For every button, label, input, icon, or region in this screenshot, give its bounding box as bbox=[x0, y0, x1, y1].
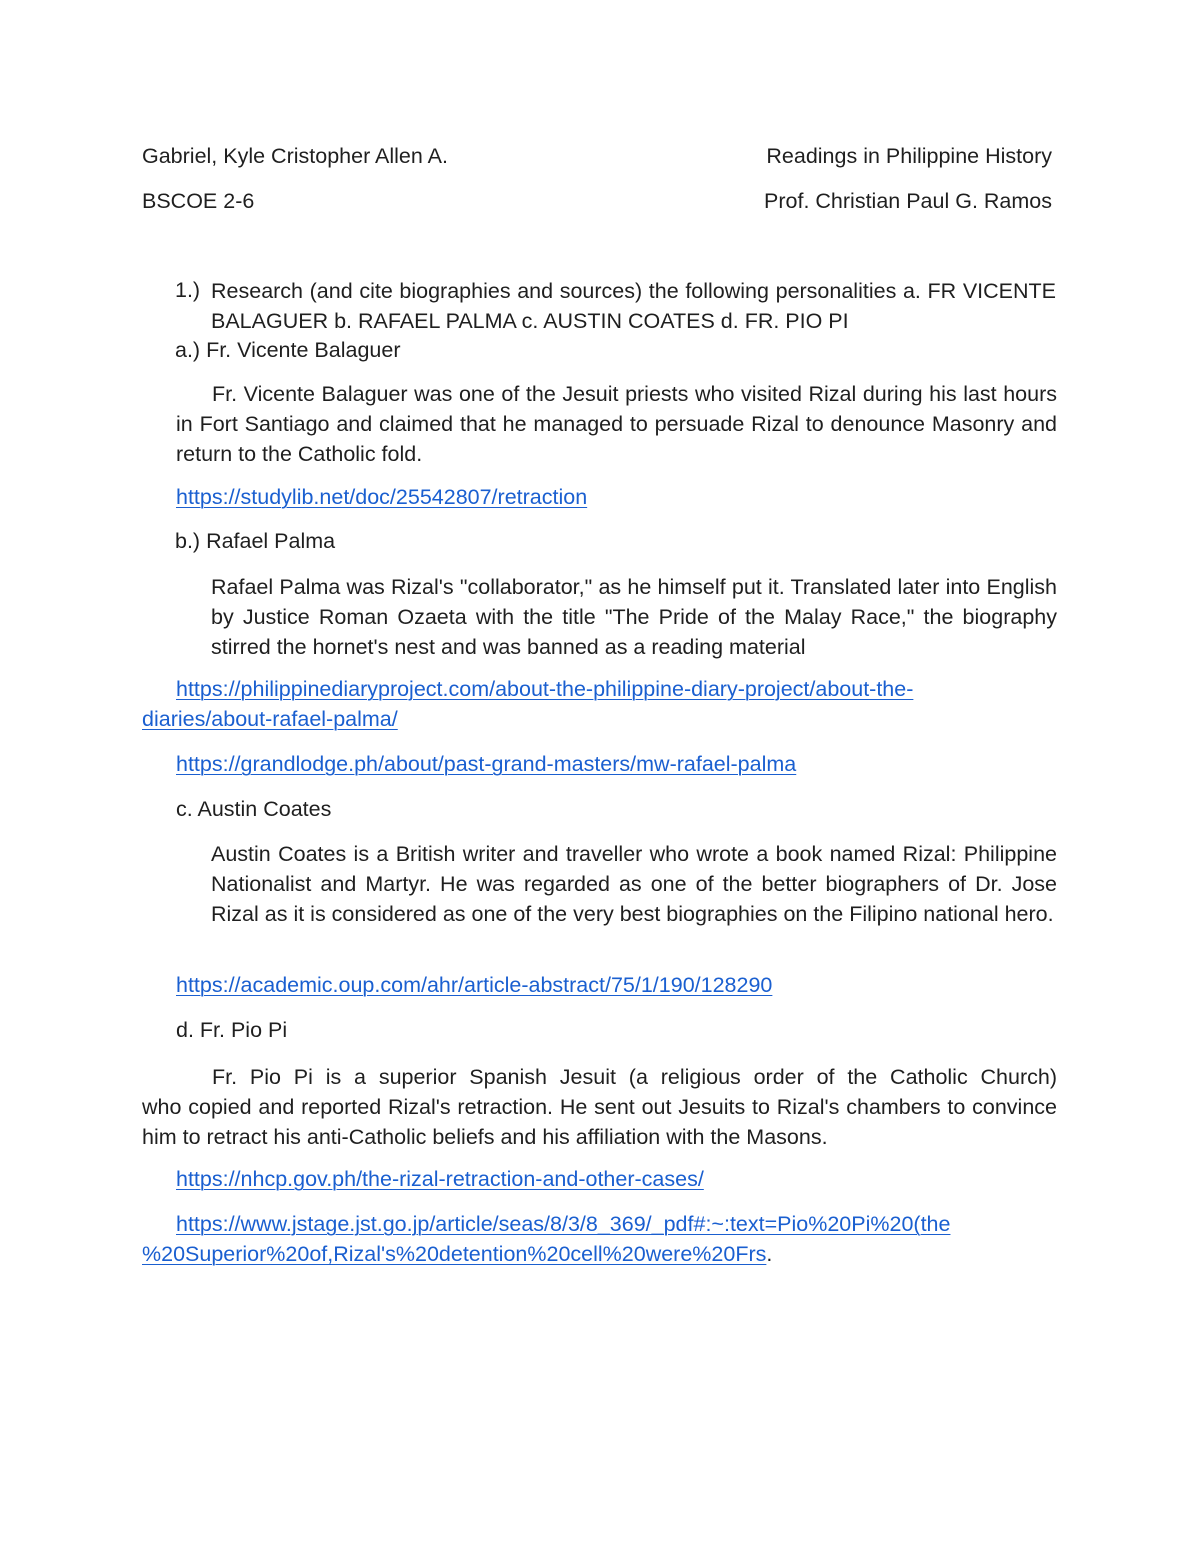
link-jstage-part1[interactable]: https://www.jstage.jst.go.jp/article/seas/8/3/8_369/_pdf#:~:text=Pio%20Pi%20(the bbox=[176, 1212, 951, 1236]
source-link-grandlodge[interactable] bbox=[176, 752, 796, 777]
trailing-period: . bbox=[766, 1242, 773, 1266]
student-name: Gabriel, Kyle Cristopher Allen A. bbox=[142, 144, 448, 168]
body-balaguer: Fr. Vicente Balaguer was one of the Jesuit priests who visited Rizal during his last hours in Fort Santiago and claimed that he managed to persuade Rizal to denounce Masonry and return to the Catholic fold. bbox=[176, 382, 1057, 466]
link-grandlodge[interactable]: https://grandlodge.ph/about/past-grand-masters/mw-rafael-palma bbox=[176, 752, 797, 776]
heading-coates: c. Austin Coates bbox=[176, 797, 332, 821]
section-code: BSCOE 2-6 bbox=[142, 189, 255, 213]
body-pio-pi-rest: who copied and reported Rizal's retraction. He sent out Jesuits to Rizal's chambers to convince him to retract his anti-Catholic beliefs and his affiliation with the Masons. bbox=[142, 1095, 1057, 1149]
source-link-studylib[interactable] bbox=[176, 485, 587, 510]
heading-palma: b.) Rafael Palma bbox=[175, 529, 336, 553]
source-link-philippinediary-line1[interactable] bbox=[176, 677, 913, 702]
body-palma: Rafael Palma was Rizal's "collaborator," as he himself put it. Translated later into English by Justice Roman Ozaeta with the title "The Pride of the Malay Race," the biography stirred the hornet's nest and was banned as a reading material bbox=[211, 575, 1057, 659]
question-text: Research (and cite biographies and sources) the following personalities a. FR VICENTE BALAGUER b. RAFAEL PALMA c. AUSTIN COATES d. FR. PIO PI bbox=[211, 279, 1056, 333]
source-link-nhcp[interactable] bbox=[176, 1167, 704, 1192]
link-philippinediary-part1[interactable]: https://philippinediaryproject.com/about-the-philippine-diary-project/about-the- bbox=[176, 677, 914, 701]
body-pio-pi-first-line: Fr. Pio Pi is a superior Spanish Jesuit (a religious order of the Catholic Church) bbox=[212, 1065, 1057, 1089]
course-title: Readings in Philippine History bbox=[766, 144, 1052, 168]
source-link-philippinediary-line2[interactable] bbox=[142, 707, 398, 732]
source-link-jstage-line2[interactable] bbox=[142, 1242, 772, 1267]
heading-balaguer: a.) Fr. Vicente Balaguer bbox=[175, 338, 401, 362]
source-link-oup[interactable] bbox=[176, 973, 772, 998]
professor-name: Prof. Christian Paul G. Ramos bbox=[764, 189, 1052, 213]
body-coates: Austin Coates is a British writer and traveller who wrote a book named Rizal: Philippine Nationalist and Martyr. He was regarded as one of the better biographers of Dr. Jose Rizal as it is considered as one of the very best biographies on the Filipino national hero. bbox=[211, 842, 1057, 926]
heading-pio-pi: d. Fr. Pio Pi bbox=[176, 1018, 288, 1042]
link-jstage-part2[interactable]: %20Superior%20of,Rizal's%20detention%20cell%20were%20Frs bbox=[142, 1242, 767, 1266]
question-number: 1.) bbox=[175, 278, 201, 302]
link-oup[interactable]: https://academic.oup.com/ahr/article-abstract/75/1/190/128290 bbox=[176, 973, 773, 997]
link-studylib[interactable]: https://studylib.net/doc/25542807/retraction bbox=[176, 485, 588, 509]
source-link-jstage-line1[interactable] bbox=[176, 1212, 950, 1237]
link-philippinediary-part2[interactable]: diaries/about-rafael-palma/ bbox=[142, 707, 398, 731]
link-nhcp[interactable]: https://nhcp.gov.ph/the-rizal-retraction-and-other-cases/ bbox=[176, 1167, 704, 1191]
